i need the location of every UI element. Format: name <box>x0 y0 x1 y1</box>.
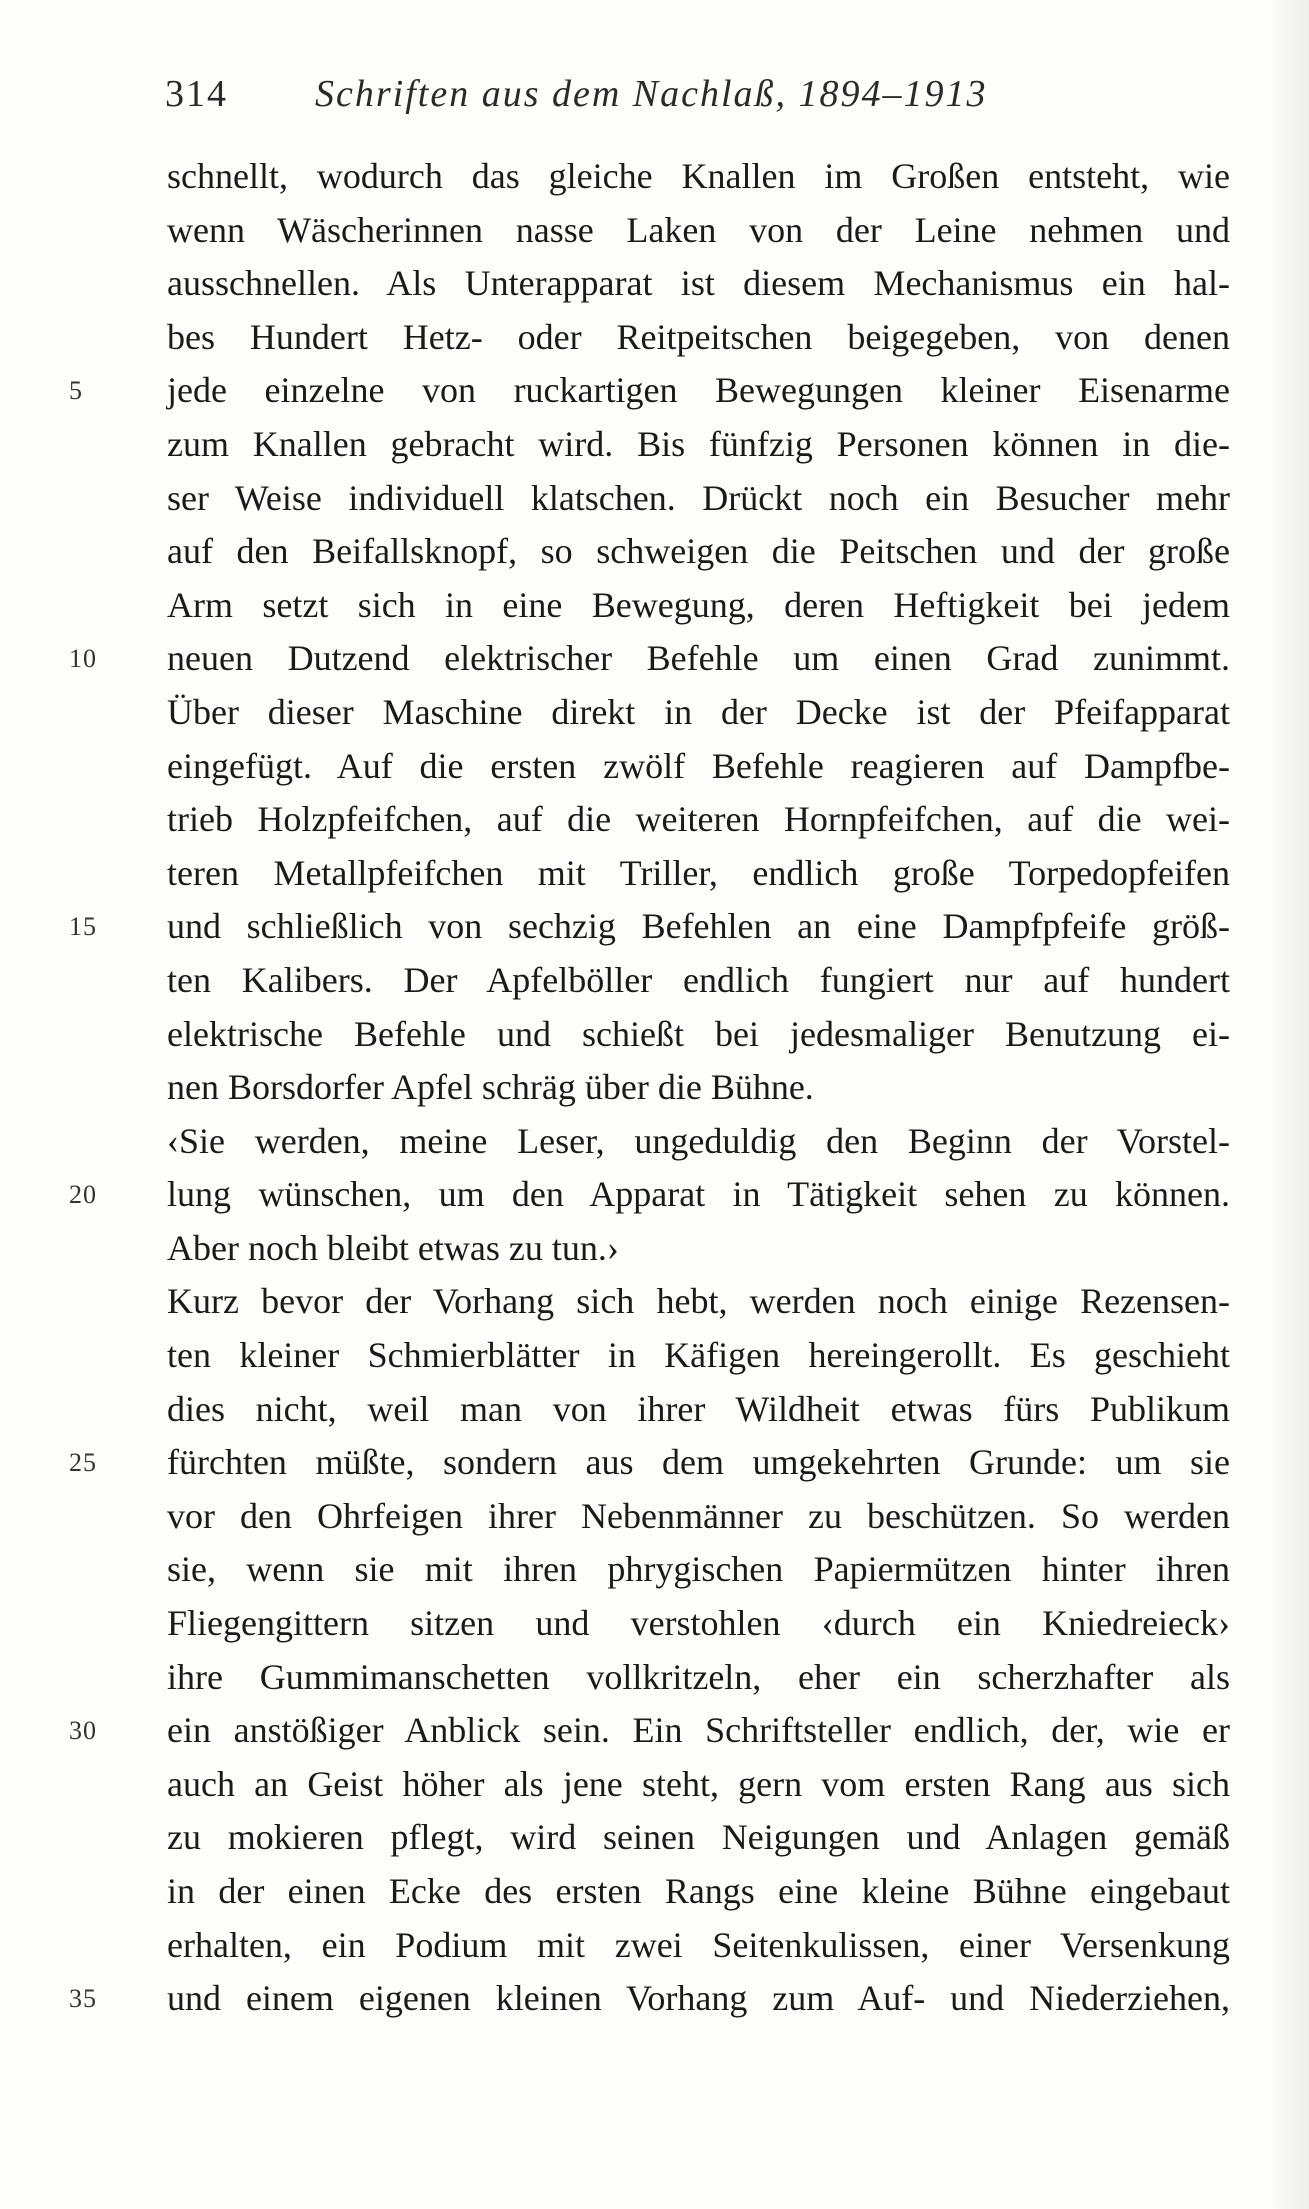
line-text: sie, wenn sie mit ihren phrygischen Papiermützen hinter ihren <box>167 1549 1230 1590</box>
text-line <box>167 579 1230 633</box>
line-text: nen Borsdorfer Apfel schräg über die Bühne. <box>167 1067 814 1108</box>
page-number: 314 <box>165 73 228 115</box>
text-line <box>167 150 1230 204</box>
line-text: Aber noch bleibt etwas zu tun.› <box>167 1227 619 1268</box>
text-line <box>167 847 1230 901</box>
line-text: auch an Geist höher als jene steht, gern vom ersten Rang aus sich <box>167 1763 1230 1804</box>
body-text <box>69 150 1230 2026</box>
line-text: elektrische Befehle und schießt bei jedesmaliger Benutzung ei- <box>167 1013 1230 1054</box>
line-text: bes Hundert Hetz- oder Reitpeitschen beigegeben, von denen <box>167 316 1230 357</box>
line-text: fürchten müßte, sondern aus dem umgekehrten Grunde: um sie <box>167 1442 1230 1483</box>
text-line <box>167 1811 1230 1865</box>
line-text: ausschnellen. Als Unterapparat ist diesem Mechanismus ein hal- <box>167 263 1230 304</box>
line-text: zum Knallen gebracht wird. Bis fünfzig Personen können in die- <box>167 423 1230 464</box>
text-line <box>69 1436 1230 1490</box>
text-line <box>167 1865 1230 1919</box>
line-text: schnellt, wodurch das gleiche Knallen im Großen entsteht, wie <box>167 156 1230 196</box>
text-line <box>167 1115 1230 1169</box>
text-line <box>167 1758 1230 1812</box>
text-line <box>167 1222 1230 1276</box>
text-line <box>167 418 1230 472</box>
text-line <box>167 1275 1230 1329</box>
line-text: ser Weise individuell klatschen. Drückt noch ein Besucher mehr <box>167 477 1230 518</box>
text-line <box>167 257 1230 311</box>
text-line <box>69 1972 1230 2026</box>
text-line <box>167 1008 1230 1062</box>
text-line <box>167 740 1230 794</box>
text-line <box>167 1329 1230 1383</box>
text-line <box>167 1383 1230 1437</box>
line-text: Über dieser Maschine direkt in der Decke ist der Pfeifapparat <box>167 691 1230 732</box>
text-line <box>167 311 1230 365</box>
text-line <box>167 686 1230 740</box>
line-text: ihre Gummimanschetten vollkritzeln, eher ein scherzhafter als <box>167 1656 1230 1697</box>
line-number: 30 <box>69 1716 97 1746</box>
line-text: ‹Sie werden, meine Leser, ungeduldig den Beginn der Vorstel- <box>167 1120 1230 1161</box>
line-text: ten Kalibers. Der Apfelböller endlich fungiert nur auf hundert <box>167 959 1230 1000</box>
text-line <box>167 525 1230 579</box>
line-number: 10 <box>69 644 97 674</box>
line-text: und einem eigenen kleinen Vorhang zum Auf- und Niederziehen, <box>167 1978 1230 2019</box>
text-line <box>69 900 1230 954</box>
line-text: teren Metallpfeifchen mit Triller, endlich große Torpedopfeifen <box>167 852 1230 893</box>
line-text: in der einen Ecke des ersten Rangs eine kleine Bühne eingebaut <box>167 1871 1230 1911</box>
line-text: erhalten, ein Podium mit zwei Seitenkulissen, einer Versenkung <box>167 1924 1230 1965</box>
text-line <box>167 1919 1230 1973</box>
line-text: eingefügt. Auf die ersten zwölf Befehle reagieren auf Dampfbe- <box>167 745 1230 786</box>
text-line <box>167 1543 1230 1597</box>
line-text: Fliegengittern sitzen und verstohlen ‹durch ein Kniedreieck› <box>167 1603 1230 1644</box>
text-line <box>167 1597 1230 1651</box>
line-number: 5 <box>69 376 83 406</box>
running-title: Schriften aus dem Nachlaß, 1894–1913 <box>315 73 988 115</box>
line-text: ten kleiner Schmierblätter in Käfigen hereingerollt. Es geschieht <box>167 1335 1230 1376</box>
line-text: Kurz bevor der Vorhang sich hebt, werden noch einige Rezensen- <box>167 1281 1230 1322</box>
line-number: 15 <box>69 912 97 942</box>
text-line <box>167 793 1230 847</box>
line-text: ein anstößiger Anblick sein. Ein Schriftsteller endlich, der, wie er <box>167 1710 1230 1751</box>
line-text: lung wünschen, um den Apparat in Tätigkeit sehen zu können. <box>167 1174 1230 1215</box>
text-line <box>167 1061 1230 1115</box>
line-text: dies nicht, weil man von ihrer Wildheit etwas fürs Publikum <box>167 1388 1230 1429</box>
text-line <box>167 954 1230 1008</box>
line-text: und schließlich von sechzig Befehlen an eine Dampfpfeife größ- <box>167 906 1230 947</box>
line-text: wenn Wäscherinnen nasse Laken von der Leine nehmen und <box>167 209 1230 250</box>
line-text: zu mokieren pflegt, wird seinen Neigungen und Anlagen gemäß <box>167 1817 1230 1858</box>
text-line <box>167 472 1230 526</box>
text-line <box>69 364 1230 418</box>
line-text: auf den Beifallsknopf, so schweigen die Peitschen und der große <box>167 531 1230 572</box>
text-line <box>167 1490 1230 1544</box>
line-number: 25 <box>69 1448 97 1478</box>
text-line <box>167 1651 1230 1705</box>
line-number: 35 <box>69 1984 97 2014</box>
text-line <box>69 1704 1230 1758</box>
running-head <box>165 72 988 116</box>
line-text: neuen Dutzend elektrischer Befehle um einen Grad zunimmt. <box>167 638 1230 679</box>
text-line <box>167 204 1230 258</box>
text-line <box>69 632 1230 686</box>
page-edge-shadow <box>1269 0 1309 2209</box>
line-text: trieb Holzpfeifchen, auf die weiteren Hornpfeifchen, auf die wei- <box>167 799 1230 840</box>
line-text: vor den Ohrfeigen ihrer Nebenmänner zu beschützen. So werden <box>167 1495 1230 1536</box>
line-number: 20 <box>69 1180 97 1210</box>
line-text: Arm setzt sich in eine Bewegung, deren Heftigkeit bei jedem <box>167 584 1230 625</box>
line-text: jede einzelne von ruckartigen Bewegungen kleiner Eisenarme <box>167 370 1230 411</box>
text-line <box>69 1168 1230 1222</box>
